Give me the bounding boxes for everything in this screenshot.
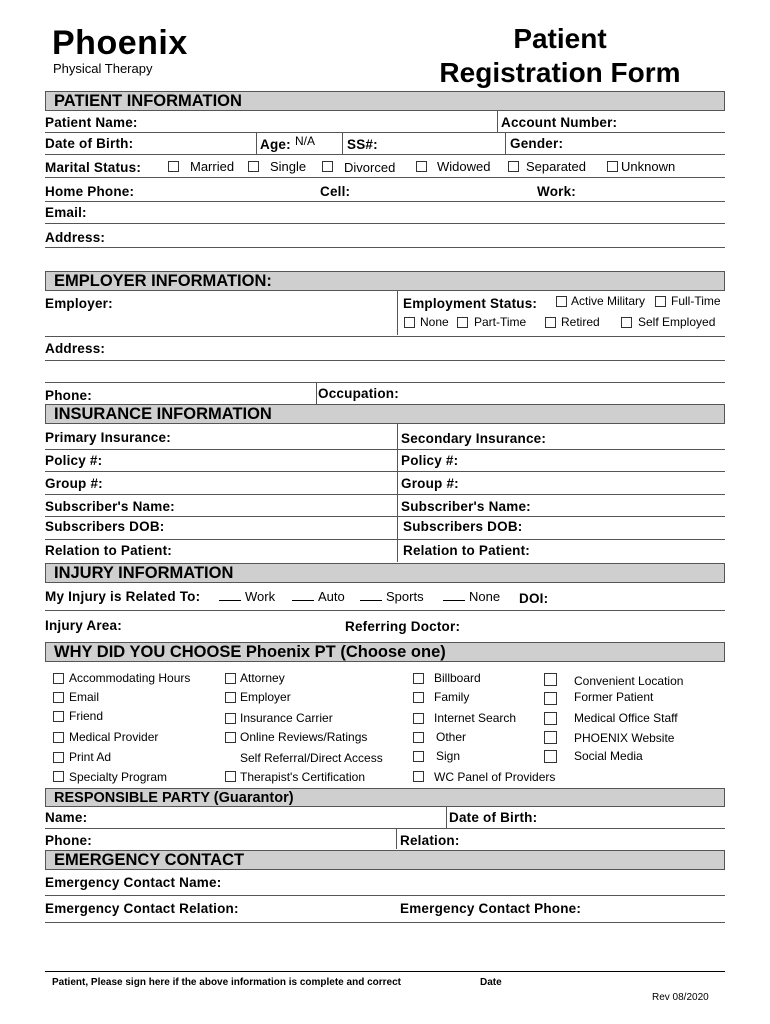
why-option: Social Media bbox=[574, 749, 643, 763]
guarantor-phone-label: Phone: bbox=[45, 833, 92, 848]
injury-related-label: My Injury is Related To: bbox=[45, 589, 201, 604]
emergency-name-label: Emergency Contact Name: bbox=[45, 875, 222, 890]
signature-line[interactable] bbox=[45, 971, 725, 972]
primary-subscriber-dob-label: Subscribers DOB: bbox=[45, 519, 165, 534]
secondary-subscriber-name-label: Subscriber's Name: bbox=[401, 499, 531, 514]
emergency-relation-label: Emergency Contact Relation: bbox=[45, 901, 239, 916]
status-option: Self Employed bbox=[638, 315, 716, 329]
why-option: Convenient Location bbox=[574, 674, 684, 688]
dob-label: Date of Birth: bbox=[45, 136, 134, 151]
marital-single-checkbox[interactable] bbox=[248, 161, 259, 172]
section-emergency-contact bbox=[45, 850, 725, 870]
why-option: Online Reviews/Ratings bbox=[240, 730, 368, 744]
emergency-phone-label: Emergency Contact Phone: bbox=[400, 901, 582, 916]
status-option: Active Military bbox=[571, 294, 646, 308]
brand-logo bbox=[52, 24, 188, 76]
section-responsible-party bbox=[45, 788, 725, 807]
why-col1-checkbox[interactable] bbox=[53, 673, 64, 684]
why-option: PHOENIX Website bbox=[574, 731, 675, 745]
section-title: PATIENT INFORMATION bbox=[54, 92, 242, 110]
primary-relation-label: Relation to Patient: bbox=[45, 543, 173, 558]
brand-name: Phoenix bbox=[52, 24, 188, 62]
employment-status-label: Employment Status: bbox=[403, 296, 538, 311]
form-title-line1: Patient bbox=[513, 23, 607, 54]
guarantor-name-label: Name: bbox=[45, 810, 88, 825]
patient-name-label: Patient Name: bbox=[45, 115, 138, 130]
primary-subscriber-name-label: Subscriber's Name: bbox=[45, 499, 175, 514]
section-patient-information bbox=[45, 91, 725, 111]
secondary-relation-label: Relation to Patient: bbox=[403, 543, 531, 558]
brand-tagline: Physical Therapy bbox=[53, 61, 153, 76]
primary-policy-label: Policy #: bbox=[45, 453, 103, 468]
why-col1-checkbox[interactable] bbox=[53, 692, 64, 703]
account-number-label: Account Number: bbox=[501, 115, 618, 130]
signature-date-label: Date bbox=[480, 977, 502, 988]
status-active-military-checkbox[interactable] bbox=[556, 296, 567, 307]
why-option: Internet Search bbox=[434, 711, 517, 725]
why-col3-checkbox[interactable] bbox=[413, 713, 424, 724]
marital-unknown-checkbox[interactable] bbox=[607, 161, 618, 172]
section-title: RESPONSIBLE PARTY (Guarantor) bbox=[54, 790, 294, 806]
form-title bbox=[420, 22, 700, 90]
why-option: Family bbox=[434, 690, 470, 704]
referring-doctor-label: Referring Doctor: bbox=[345, 619, 461, 634]
marital-option: Unknown bbox=[621, 159, 676, 174]
injury-option: None bbox=[469, 589, 501, 604]
status-option: Part-Time bbox=[474, 315, 527, 329]
why-col2-checkbox[interactable] bbox=[225, 692, 236, 703]
why-option: Friend bbox=[69, 709, 104, 723]
email-label: Email: bbox=[45, 205, 87, 220]
employer-address-label: Address: bbox=[45, 341, 106, 356]
why-option: Insurance Carrier bbox=[240, 711, 333, 725]
occupation-label: Occupation: bbox=[318, 386, 399, 401]
why-option: Medical Office Staff bbox=[574, 711, 678, 725]
age-label: Age: bbox=[260, 137, 291, 152]
injury-area-label: Injury Area: bbox=[45, 618, 122, 633]
why-option: Sign bbox=[436, 749, 461, 763]
marital-separated-checkbox[interactable] bbox=[508, 161, 519, 172]
why-col4-checkbox[interactable] bbox=[544, 712, 557, 725]
section-title: INJURY INFORMATION bbox=[54, 564, 234, 582]
injury-related-work[interactable] bbox=[219, 588, 275, 604]
injury-option: Sports bbox=[386, 589, 424, 604]
status-full-time-checkbox[interactable] bbox=[655, 296, 666, 307]
employer-phone-label: Phone: bbox=[45, 388, 92, 403]
secondary-policy-label: Policy #: bbox=[401, 453, 459, 468]
section-insurance-information bbox=[45, 404, 725, 424]
status-none-checkbox[interactable] bbox=[404, 317, 415, 328]
why-col2-checkbox[interactable] bbox=[225, 732, 236, 743]
marital-widowed-checkbox[interactable] bbox=[416, 161, 427, 172]
why-col3-checkbox[interactable] bbox=[413, 751, 424, 762]
why-option: Attorney bbox=[240, 671, 285, 685]
why-col4-checkbox[interactable] bbox=[544, 731, 557, 744]
why-option: Accommodating Hours bbox=[69, 671, 191, 685]
home-phone-label: Home Phone: bbox=[45, 184, 135, 199]
employer-label: Employer: bbox=[45, 296, 113, 311]
guarantor-dob-label: Date of Birth: bbox=[449, 810, 538, 825]
why-col4-checkbox[interactable] bbox=[544, 750, 557, 763]
injury-option: Work bbox=[245, 589, 276, 604]
status-option: Retired bbox=[561, 315, 600, 329]
why-option: Self Referral/Direct Access bbox=[240, 751, 383, 765]
why-option: Email bbox=[69, 690, 100, 704]
why-option: WC Panel of Providers bbox=[434, 770, 556, 784]
form-title-line2: Registration Form bbox=[439, 57, 681, 88]
status-option: Full-Time bbox=[671, 294, 721, 308]
primary-group-label: Group #: bbox=[45, 476, 103, 491]
why-option: Billboard bbox=[434, 671, 481, 685]
status-retired-checkbox[interactable] bbox=[545, 317, 556, 328]
why-col3-checkbox[interactable] bbox=[413, 673, 424, 684]
section-title: EMPLOYER INFORMATION: bbox=[54, 272, 272, 290]
why-col1-checkbox[interactable] bbox=[53, 752, 64, 763]
why-col3-checkbox[interactable] bbox=[413, 732, 424, 743]
injury-related-none[interactable] bbox=[443, 588, 500, 604]
why-option: Employer bbox=[240, 690, 291, 704]
why-option: Former Patient bbox=[574, 690, 654, 704]
why-col1-checkbox[interactable] bbox=[53, 732, 64, 743]
work-label: Work: bbox=[537, 184, 577, 199]
primary-insurance-label: Primary Insurance: bbox=[45, 430, 171, 445]
why-option: Specialty Program bbox=[69, 770, 168, 784]
injury-related-auto[interactable] bbox=[292, 588, 345, 604]
section-employer-information bbox=[45, 271, 725, 291]
status-option: None bbox=[420, 315, 449, 329]
guarantor-relation-label: Relation: bbox=[400, 833, 460, 848]
injury-option: Auto bbox=[318, 589, 345, 604]
marital-married-checkbox[interactable] bbox=[168, 161, 179, 172]
marital-option: Married bbox=[190, 159, 235, 174]
why-col1-checkbox[interactable] bbox=[53, 771, 64, 782]
secondary-insurance-label: Secondary Insurance: bbox=[401, 431, 547, 446]
marital-option: Divorced bbox=[344, 160, 396, 175]
cell-label: Cell: bbox=[320, 184, 351, 199]
ss-label: SS#: bbox=[347, 137, 378, 152]
marital-status-label: Marital Status: bbox=[45, 160, 142, 175]
why-col4-checkbox[interactable] bbox=[544, 673, 557, 686]
secondary-subscriber-dob-label: Subscribers DOB: bbox=[403, 519, 523, 534]
secondary-group-label: Group #: bbox=[401, 476, 459, 491]
gender-label: Gender: bbox=[510, 136, 564, 151]
why-col3-checkbox[interactable] bbox=[413, 692, 424, 703]
why-col2-checkbox[interactable] bbox=[225, 713, 236, 724]
marital-option: Separated bbox=[526, 159, 586, 174]
status-part-time-checkbox[interactable] bbox=[457, 317, 468, 328]
section-why-choose bbox=[45, 642, 725, 662]
status-self-employed-checkbox[interactable] bbox=[621, 317, 632, 328]
doi-label: DOI: bbox=[519, 591, 549, 606]
marital-divorced-checkbox[interactable] bbox=[322, 161, 333, 172]
why-col2-checkbox[interactable] bbox=[225, 673, 236, 684]
marital-option: Widowed bbox=[437, 159, 491, 174]
why-option: Other bbox=[436, 730, 467, 744]
why-col4-checkbox[interactable] bbox=[544, 692, 557, 705]
why-option: Print Ad bbox=[69, 750, 112, 764]
why-option: Therapist's Certification bbox=[240, 770, 366, 784]
patient-address-label: Address: bbox=[45, 230, 106, 245]
injury-related-sports[interactable] bbox=[360, 588, 424, 604]
why-col2-checkbox[interactable] bbox=[225, 771, 236, 782]
section-title: WHY DID YOU CHOOSE Phoenix PT (Choose one) bbox=[54, 643, 446, 661]
age-value[interactable]: N/A bbox=[295, 134, 316, 148]
signature-instruction: Patient, Please sign here if the above information is complete and correct bbox=[52, 977, 401, 988]
why-option: Medical Provider bbox=[69, 730, 159, 744]
why-col1-checkbox[interactable] bbox=[53, 711, 64, 722]
section-title: INSURANCE INFORMATION bbox=[54, 405, 272, 423]
why-col3-checkbox[interactable] bbox=[413, 771, 424, 782]
revision-label: Rev 08/2020 bbox=[652, 992, 709, 1003]
section-title: EMERGENCY CONTACT bbox=[54, 851, 245, 869]
section-injury-information bbox=[45, 563, 725, 583]
marital-option: Single bbox=[270, 159, 307, 174]
